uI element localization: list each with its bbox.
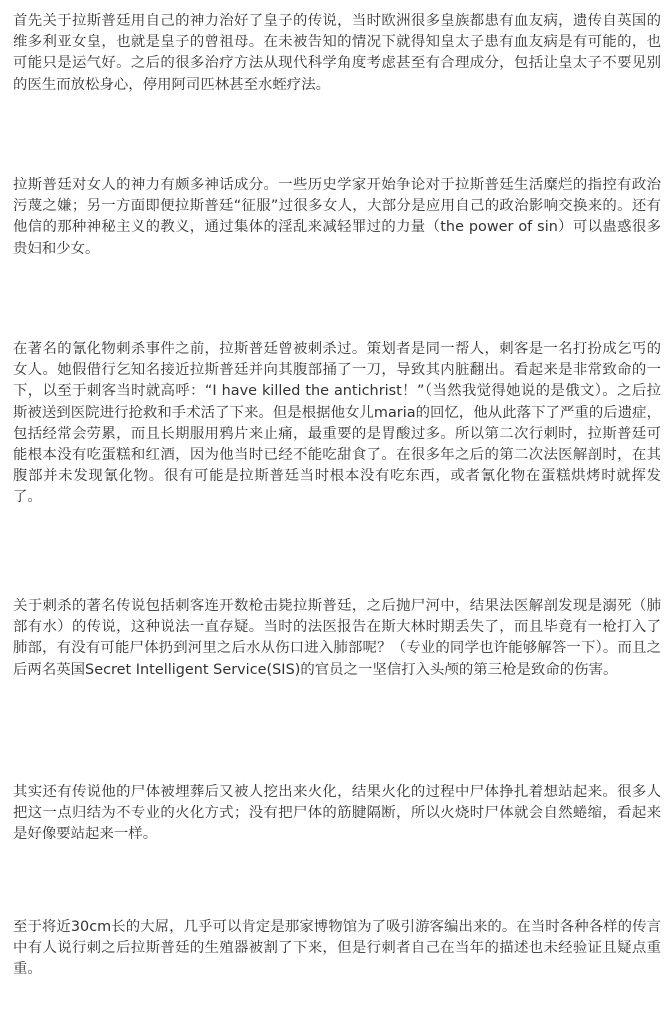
paragraph-museum-legend: 至于将近30cm长的大屌，几乎可以肯定是那家博物馆为了吸引游客编出来的。在当时各种各样的传言中有人说行刺之后拉斯普廷的生殖器被割了下来，但是行刺者自己在当年的描述也未经验证且疑点重重。	[13, 919, 661, 978]
paragraph-drowning-legend: 关于刺杀的著名传说包括刺客连开数枪击毙拉斯普廷，之后抛尸河中，结果法医解剖发现是溺死（肺部有水）的传说，这种说法一直存疑。当时的法医报告在斯大林时期丢失了，而且毕竟有一枪打入了肺部，有没有可能尸体扔到河里之后水从伤口进入肺部呢？（专业的同学也许能够解答一下）。而且之后两名英国Secret Intelligent Service(SIS)的官员之一坚信打入头颅的第三枪是致命的伤害。	[13, 598, 661, 678]
paragraph-women-myth: 拉斯普廷对女人的神力有颇多神话成分。一些历史学家开始争论对于拉斯普廷生活糜烂的指控有政治污蔑之嫌；另一方面即便拉斯普廷“征服”过很多女人，大部分是应用自己的政治影响交换来的。还有他信的那种神秘主义的教义，通过集体的淫乱来减轻罪过的力量（the power of sin）可以蛊惑很多贵妇和少女。	[13, 177, 661, 257]
paragraph-cremation-legend: 其实还有传说他的尸体被埋葬后又被人挖出来火化，结果火化的过程中尸体挣扎着想站起来。很多人把这一点归结为不专业的火化方式；没有把尸体的筋腱隔断，所以火烧时尸体就会自然蜷缩，看起来是好像要站起来一样。	[13, 784, 661, 843]
paragraph-tsarevich-hemophilia: 首先关于拉斯普廷用自己的神力治好了皇子的传说，当时欧洲很多皇族都患有血友病，遗传自英国的维多利亚女皇，也就是皇子的曾祖母。在未被告知的情况下就得知皇太子患有血友病是有可能的，也可能只是运气好。之后的很多治疗方法从现代科学角度考虑甚至有合理成分，包括让皇太子不要见别的医生而放松身心，停用阿司匹林甚至水蛭疗法。	[13, 13, 661, 93]
paragraph-first-assassination: 在著名的氰化物刺杀事件之前，拉斯普廷曾被刺杀过。策划者是同一帮人，刺客是一名打扮成乞丐的女人。她假借行乞知名接近拉斯普廷并向其腹部捅了一刀，导致其内脏翻出。看起来是非常致命的一下，以至于刺客当时就高呼：“I have killed the antichrist！”（当然我觉得她说的是俄文）。之后拉斯被送到医院进行抢救和手术活了下来。但是根据他女儿maria的回忆，他从此落下了严重的后遗症，包括经常会劳累，而且长期服用鸦片来止痛，最重要的是胃酸过多。所以第二次行刺时，拉斯普廷可能根本没有吃蛋糕和红酒，因为他当时已经不能吃甜食了。在很多年之后的第二次法医解剖时，在其腹部并未发现氰化物。很有可能是拉斯普廷当时根本没有吃东西，或者氰化物在蛋糕烘烤时就挥发了。	[13, 341, 661, 506]
